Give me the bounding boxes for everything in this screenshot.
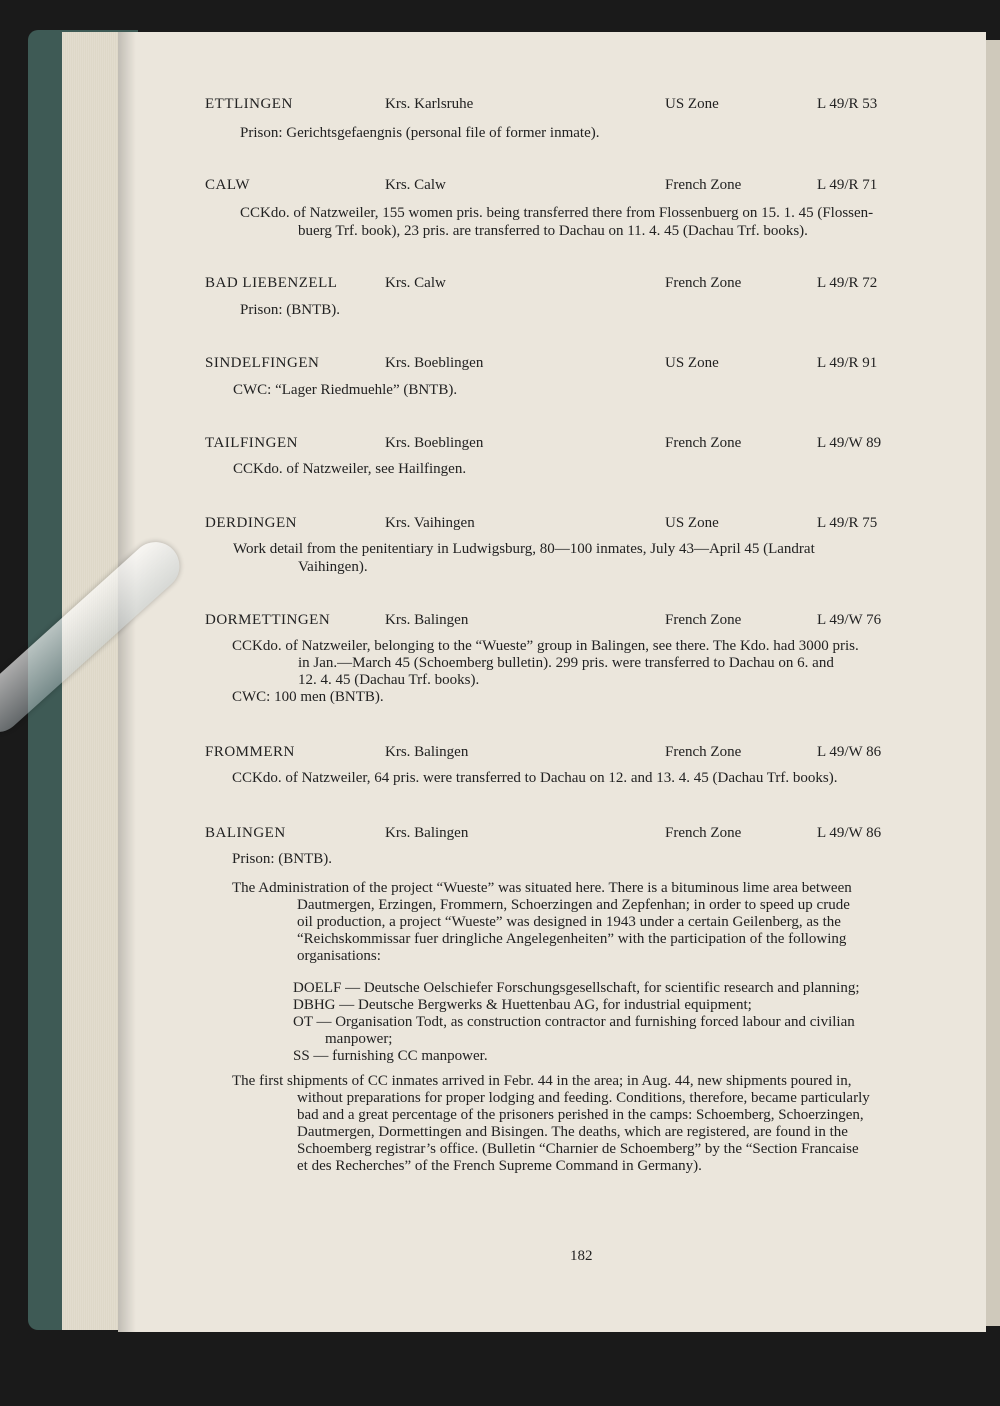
entry-district: Krs. Calw — [385, 177, 446, 193]
entry-zone: US Zone — [665, 515, 719, 531]
entry-place: DORMETTINGEN — [205, 612, 331, 628]
entry-text-line: buerg Trf. book), 23 pris. are transferred to Dachau on 11. 4. 45 (Dachau Trf. books). — [298, 223, 808, 239]
entry-reference: L 49/W 86 — [817, 825, 882, 841]
entry-district: Krs. Calw — [385, 275, 446, 291]
entry-zone: French Zone — [665, 177, 742, 193]
entry-text-line: CCKdo. of Natzweiler, 155 women pris. being transferred there from Flossenbuerg on 15. 1. 45 (Flossen- — [240, 205, 874, 221]
entry-place: ETTLINGEN — [205, 96, 293, 112]
entry-place: FROMMERN — [205, 744, 295, 760]
entry-place: BALINGEN — [205, 825, 286, 841]
entry-place: CALW — [205, 177, 251, 193]
paragraph-line: bad and a great percentage of the prisoners perished in the camps: Schoemberg, Schoerzingen, — [297, 1107, 864, 1123]
entry-zone: US Zone — [665, 355, 719, 371]
organisation-line: DOELF — Deutsche Oelschiefer Forschungsgesellschaft, for scientific research and planning; — [293, 980, 860, 996]
entry-reference: L 49/W 76 — [817, 612, 882, 628]
entry-text-line: Vaihingen). — [298, 559, 368, 575]
entry-district: Krs. Boeblingen — [385, 435, 484, 451]
entry-zone: French Zone — [665, 744, 742, 760]
entry-place: TAILFINGEN — [205, 435, 298, 451]
entry-reference: L 49/R 72 — [817, 275, 878, 291]
entry-text-line: CCKdo. of Natzweiler, belonging to the “Wueste” group in Balingen, see there. The Kdo. had 3000 pris. — [232, 638, 859, 654]
entry-zone: US Zone — [665, 96, 719, 112]
entry-district: Krs. Balingen — [385, 825, 469, 841]
paragraph-line: “Reichskommissar fuer dringliche Angelegenheiten” with the participation of the following — [297, 931, 847, 947]
entry-text-line: Work detail from the penitentiary in Ludwigsburg, 80—100 inmates, July 43—April 45 (Landrat — [233, 541, 815, 557]
entry-text-line: Prison: (BNTB). — [240, 302, 341, 318]
entry-district: Krs. Boeblingen — [385, 355, 484, 371]
organisation-line: OT — Organisation Todt, as construction contractor and furnishing forced labour and civilian — [293, 1014, 855, 1030]
page-number: 182 — [570, 1248, 593, 1264]
entry-place: BAD LIEBENZELL — [205, 275, 338, 291]
entry-text-line: 12. 4. 45 (Dachau Trf. books). — [298, 672, 480, 688]
entry-district: Krs. Karlsruhe — [385, 96, 474, 112]
entry-district: Krs. Balingen — [385, 612, 469, 628]
entry-zone: French Zone — [665, 612, 742, 628]
entry-text-line: CCKdo. of Natzweiler, 64 pris. were transferred to Dachau on 12. and 13. 4. 45 (Dachau Trf. books). — [232, 770, 838, 786]
entry-text-line: CWC: 100 men (BNTB). — [232, 689, 384, 705]
paragraph-line: The Administration of the project “Wueste” was situated here. There is a bituminous lime area between — [232, 880, 852, 896]
paragraph-line: Dautmergen, Erzingen, Frommern, Schoerzingen and Zepfenhan; in order to speed up crude — [297, 897, 850, 913]
entry-text-line: Prison: Gerichtsgefaengnis (personal file of former inmate). — [240, 125, 600, 141]
entry-text-line: in Jan.—March 45 (Schoemberg bulletin). 299 pris. were transferred to Dachau on 6. and — [298, 655, 834, 671]
entry-reference: L 49/R 53 — [817, 96, 878, 112]
entry-reference: L 49/R 91 — [817, 355, 878, 371]
organisation-line: manpower; — [325, 1031, 393, 1047]
entry-reference: L 49/R 75 — [817, 515, 878, 531]
paragraph-line: et des Recherches” of the French Supreme Command in Germany). — [297, 1158, 702, 1174]
facing-page-edge — [984, 40, 1000, 1326]
paragraph-line: Dautmergen, Dormettingen and Bisingen. The deaths, which are registered, are found in the — [297, 1124, 848, 1140]
entry-district: Krs. Balingen — [385, 744, 469, 760]
entry-place: DERDINGEN — [205, 515, 297, 531]
organisation-line: SS — furnishing CC manpower. — [293, 1048, 488, 1064]
paragraph-line: without preparations for proper lodging and feeding. Conditions, therefore, became particularly — [297, 1090, 870, 1106]
entry-place: SINDELFINGEN — [205, 355, 320, 371]
paragraph-line: Schoemberg registrar’s office. (Bulletin “Charnier de Schoemberg” by the “Section Francaise — [297, 1141, 859, 1157]
entry-reference: L 49/W 86 — [817, 744, 882, 760]
entry-reference: L 49/R 71 — [817, 177, 878, 193]
entry-zone: French Zone — [665, 825, 742, 841]
entry-text-line: CWC: “Lager Riedmuehle” (BNTB). — [233, 382, 458, 398]
organisation-line: DBHG — Deutsche Bergwerks & Huettenbau AG, for industrial equipment; — [293, 997, 752, 1013]
paragraph-line: organisations: — [297, 948, 381, 964]
entry-zone: French Zone — [665, 275, 742, 291]
entry-district: Krs. Vaihingen — [385, 515, 475, 531]
entry-text-line: CCKdo. of Natzweiler, see Hailfingen. — [233, 461, 467, 477]
entry-zone: French Zone — [665, 435, 742, 451]
paragraph-line: oil production, a project “Wueste” was designed in 1943 under a certain Geilenberg, as the — [297, 914, 841, 930]
entry-text-line: Prison: (BNTB). — [232, 851, 333, 867]
entry-reference: L 49/W 89 — [817, 435, 882, 451]
paragraph-line: The first shipments of CC inmates arrived in Febr. 44 in the area; in Aug. 44, new shipments poured in, — [232, 1073, 852, 1089]
gutter-shadow — [118, 32, 136, 1332]
